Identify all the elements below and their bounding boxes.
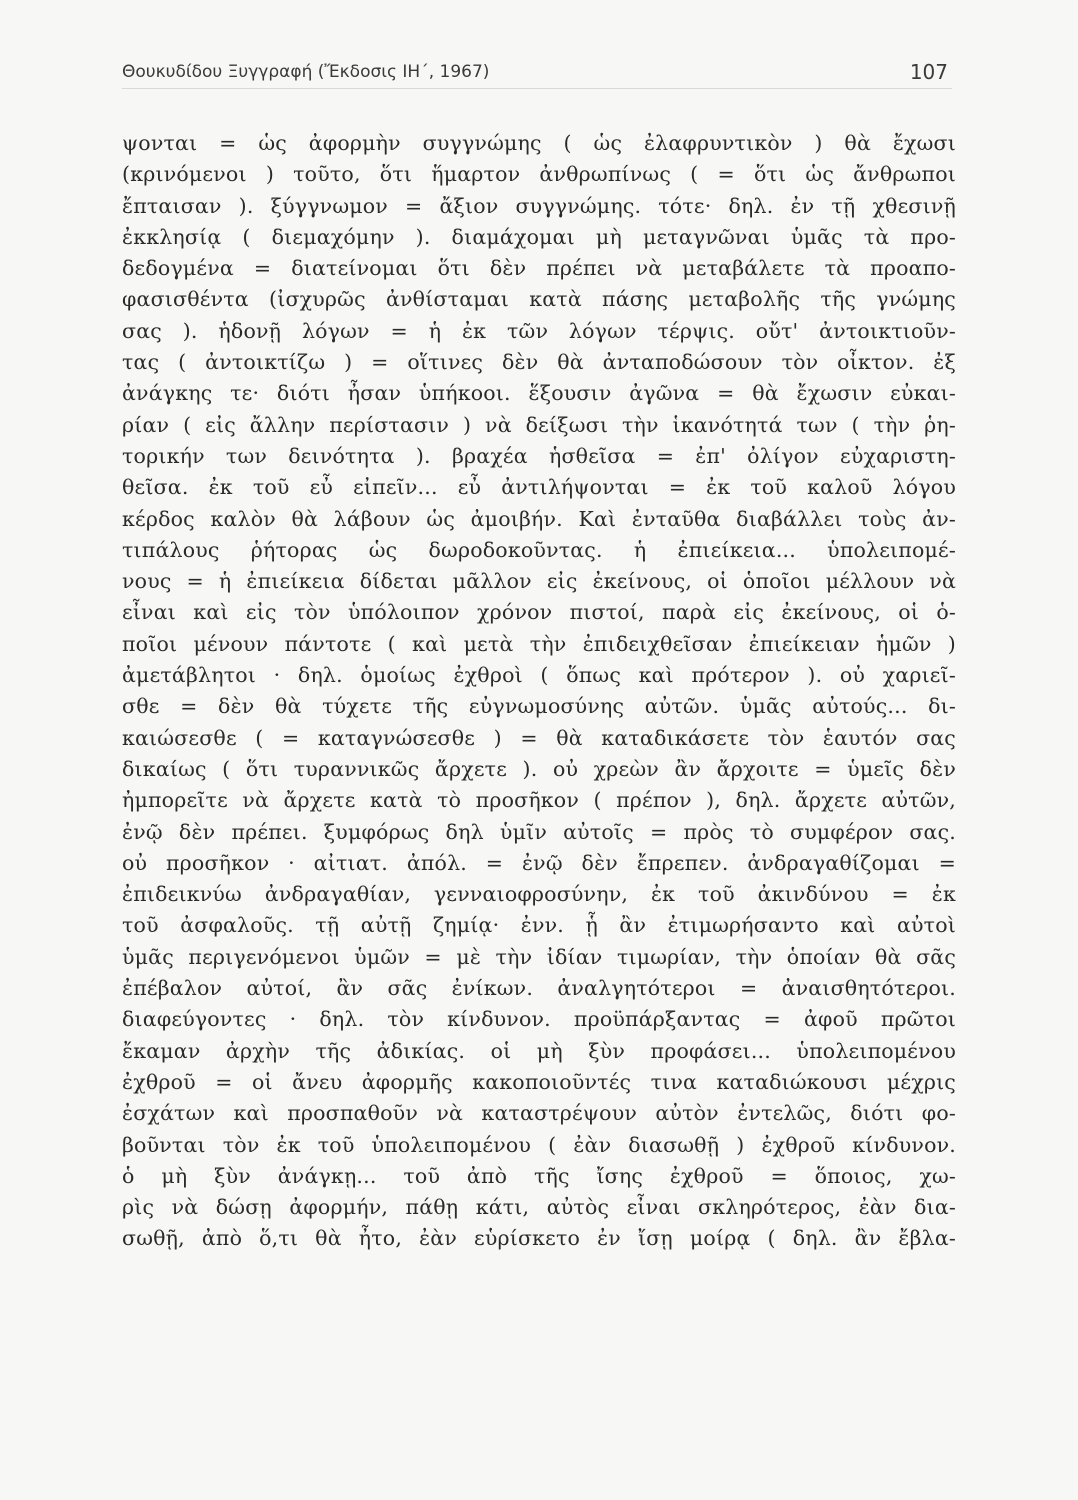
text-line: διαφεύγοντες · δηλ. τὸν κίνδυνον. προϋπάρξαντας = ἀφοῦ πρῶτοι xyxy=(122,1007,956,1032)
running-header xyxy=(122,58,952,89)
text-line: τορικήν των δεινότητα ). βραχέα ἡσθεῖσα = ἐπ' ὀλίγον εὐχαριστη- xyxy=(122,443,956,468)
page-number: 107 xyxy=(909,60,948,84)
text-line: ἐπιδεικνύω ἀνδραγαθίαν, γενναιοφροσύνην, ἐκ τοῦ ἀκινδύνου = ἐκ xyxy=(122,882,956,907)
text-line: τοῦ ἀσφαλοῦς. τῇ αὐτῇ ζημίᾳ· ἐνν. ᾗ ἂν ἐτιμωρήσαντο καὶ αὐτοὶ xyxy=(122,913,956,938)
text-line: ἐνῷ δὲν πρέπει. ξυμφόρως δηλ ὑμῖν αὐτοῖς = πρὸς τὸ συμφέρον σας. xyxy=(122,819,956,844)
text-line: ρὶς νὰ δώσῃ ἀφορμήν, πάθῃ κάτι, αὐτὸς εἶναι σκληρότερος, ἐὰν δια- xyxy=(122,1195,956,1220)
text-line: ὁ μὴ ξὺν ἀνάγκῃ... τοῦ ἀπὸ τῆς ἴσης ἐχθροῦ = ὅποιος, χω- xyxy=(122,1163,956,1188)
text-line: ἐχθροῦ = οἱ ἄνευ ἀφορμῆς κακοποιοῦντές τινα καταδιώκουσι μέχρις xyxy=(122,1069,956,1094)
text-line: τας ( ἀντοικτίζω ) = οἵτινες δὲν θὰ ἀνταποδώσουν τὸν οἶκτον. ἐξ xyxy=(122,350,956,375)
text-line: φασισθέντα (ἰσχυρῶς ἀνθίσταμαι κατὰ πάσης μεταβολῆς τῆς γνώμης xyxy=(122,287,956,312)
text-line: ρίαν ( εἰς ἄλλην περίστασιν ) νὰ δείξωσι τὴν ἱκανότητά των ( τὴν ῥη- xyxy=(122,412,956,437)
text-line: σας ). ἡδονῇ λόγων = ἡ ἐκ τῶν λόγων τέρψις. οὔτ' ἀντοικτιοῦν- xyxy=(122,318,956,343)
text-line: ποῖοι μένουν πάντοτε ( καὶ μετὰ τὴν ἐπιδειχθεῖσαν ἐπιείκειαν ἡμῶν ) xyxy=(122,631,956,656)
text-line: ἀμετάβλητοι · δηλ. ὁμοίως ἐχθροὶ ( ὅπως καὶ πρότερον ). οὐ χαριεῖ- xyxy=(122,663,956,688)
text-line: κέρδος καλὸν θὰ λάβουν ὡς ἀμοιβήν. Καὶ ἐνταῦθα διαβάλλει τοὺς ἀν- xyxy=(122,506,956,531)
text-line: ἔπταισαν ). ξύγγνωμον = ἄξιον συγγνώμης. τότε· δηλ. ἐν τῇ χθεσινῇ xyxy=(122,193,956,218)
text-line: ἠμπορεῖτε νὰ ἄρχετε κατὰ τὸ προσῆκον ( πρέπον ), δηλ. ἄρχετε αὐτῶν, xyxy=(122,788,956,813)
text-line: καιώσεσθε ( = καταγνώσεσθε ) = θὰ καταδικάσετε τὸν ἑαυτόν σας xyxy=(122,725,956,750)
text-line: ἀνάγκης τε· διότι ἦσαν ὑπήκοοι. ἕξουσιν ἀγῶνα = θὰ ἔχωσιν εὐκαι- xyxy=(122,381,956,406)
text-line: ψονται = ὡς ἀφορμὴν συγγνώμης ( ὡς ἐλαφρυντικὸν ) θὰ ἔχωσι xyxy=(122,131,956,155)
text-line: δεδογμένα = διατείνομαι ὅτι δὲν πρέπει νὰ μεταβάλετε τὰ προαπο- xyxy=(122,256,956,281)
text-line: σωθῇ, ἀπὸ ὅ,τι θὰ ἦτο, ἐὰν εὑρίσκετο ἐν ἴσῃ μοίρᾳ ( δηλ. ἂν ἔβλα- xyxy=(122,1226,956,1251)
text-line: θεῖσα. ἐκ τοῦ εὖ εἰπεῖν... εὖ ἀντιλήψονται = ἐκ τοῦ καλοῦ λόγου xyxy=(122,475,956,500)
text-line: τιπάλους ῥήτορας ὡς δωροδοκοῦντας. ἡ ἐπιείκεια... ὑπολειπομέ- xyxy=(122,537,956,562)
text-line: ἐκκλησίᾳ ( διεμαχόμην ). διαμάχομαι μὴ μεταγνῶναι ὑμᾶς τὰ προ- xyxy=(122,224,956,249)
commentary-text xyxy=(122,128,956,1255)
text-line: οὐ προσῆκον · αἰτιατ. ἀπόλ. = ἐνῷ δὲν ἔπρεπεν. ἀνδραγαθίζομαι = xyxy=(122,850,956,875)
running-title: Θουκυδίδου Ξυγγραφή (Ἔκδοσις ΙΗ΄, 1967) xyxy=(122,62,490,82)
text-line: βοῦνται τὸν ἐκ τοῦ ὑπολειπομένου ( ἐὰν διασωθῇ ) ἐχθροῦ κίνδυνον. xyxy=(122,1132,956,1157)
text-line: εἶναι καὶ εἰς τὸν ὑπόλοιπον χρόνον πιστοί, παρὰ εἰς ἐκείνους, οἱ ὁ- xyxy=(122,600,956,625)
text-line: σθε = δὲν θὰ τύχετε τῆς εὐγνωμοσύνης αὐτῶν. ὑμᾶς αὐτούς... δι- xyxy=(122,694,956,719)
text-line: νους = ἡ ἐπιείκεια δίδεται μᾶλλον εἰς ἐκείνους, οἱ ὁποῖοι μέλλουν νὰ xyxy=(122,569,956,594)
text-line: ἐσχάτων καὶ προσπαθοῦν νὰ καταστρέψουν αὐτὸν ἐντελῶς, διότι φο- xyxy=(122,1101,956,1126)
text-line: ἔκαμαν ἀρχὴν τῆς ἀδικίας. οἱ μὴ ξὺν προφάσει... ὑπολειπομένου xyxy=(122,1038,956,1063)
text-line: ἐπέβαλον αὐτοί, ἂν σᾶς ἐνίκων. ἀναλγητότεροι = ἀναισθητότεροι. xyxy=(122,976,956,1001)
text-line: ὑμᾶς περιγενόμενοι ὑμῶν = μὲ τὴν ἰδίαν τιμωρίαν, τὴν ὁποίαν θὰ σᾶς xyxy=(122,944,956,969)
text-line: δικαίως ( ὅτι τυραννικῶς ἄρχετε ). οὐ χρεὼν ἂν ἄρχοιτε = ὑμεῖς δὲν xyxy=(122,756,956,781)
text-line: (κρινόμενοι ) τοῦτο, ὅτι ἥμαρτον ἀνθρωπίνως ( = ὅτι ὡς ἄνθρωποι xyxy=(122,162,956,187)
